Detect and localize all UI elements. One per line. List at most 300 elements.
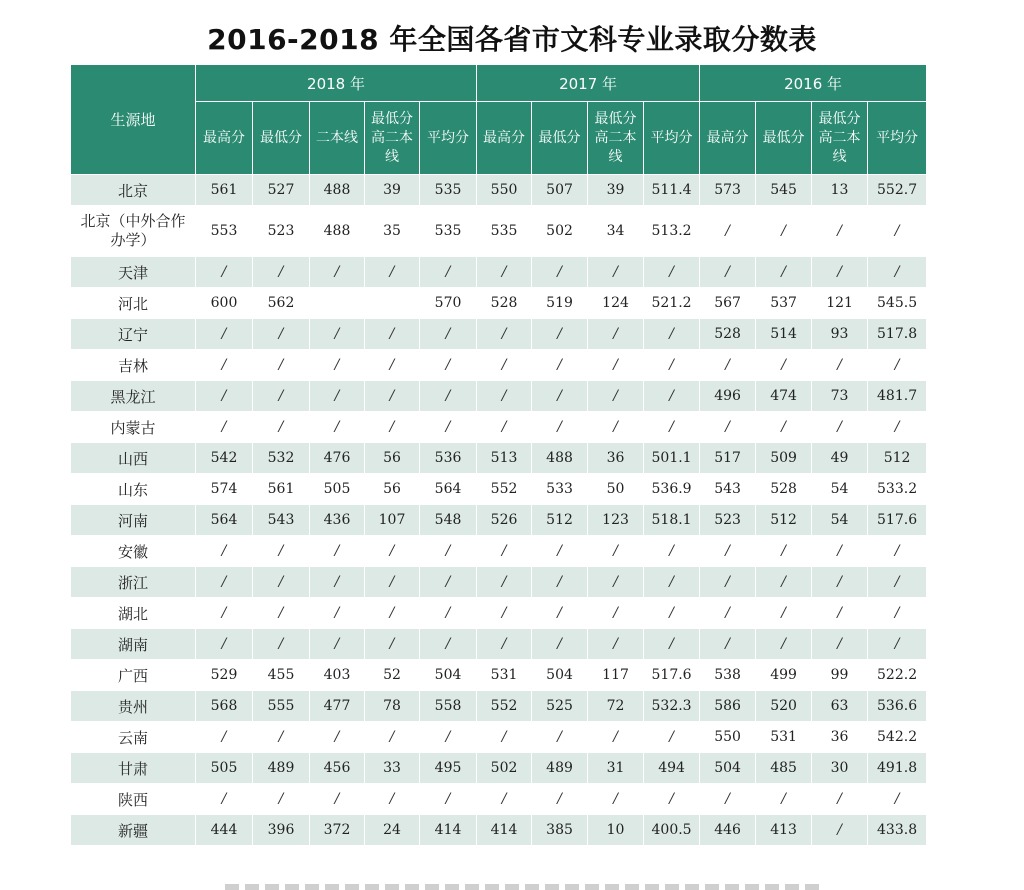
score-cell: 444	[196, 815, 253, 846]
score-cell: /	[477, 381, 532, 412]
score-cell: /	[812, 206, 868, 257]
score-cell: 529	[196, 660, 253, 691]
column-header-row	[71, 102, 927, 175]
score-cell: /	[420, 350, 477, 381]
score-cell: /	[420, 381, 477, 412]
score-cell: /	[588, 722, 644, 753]
score-cell: /	[477, 567, 532, 598]
province-cell: 吉林	[71, 350, 196, 381]
column-header: 平均分	[420, 102, 477, 175]
score-cell: 52	[365, 660, 420, 691]
score-cell: /	[868, 206, 927, 257]
score-cell: 535	[420, 206, 477, 257]
score-cell: /	[868, 350, 927, 381]
score-cell: 30	[812, 753, 868, 784]
score-cell: 533	[532, 474, 588, 505]
score-cell: /	[588, 257, 644, 288]
score-cell: /	[420, 257, 477, 288]
score-cell: 489	[253, 753, 310, 784]
score-cell: 527	[253, 175, 310, 206]
score-cell: 496	[700, 381, 756, 412]
score-cell: /	[253, 598, 310, 629]
province-cell: 山西	[71, 443, 196, 474]
score-cell: 13	[812, 175, 868, 206]
score-cell: 552.7	[868, 175, 927, 206]
score-cell: /	[588, 319, 644, 350]
score-cell: 532.3	[644, 691, 700, 722]
score-cell: /	[196, 319, 253, 350]
score-cell: 533.2	[868, 474, 927, 505]
score-cell: /	[812, 412, 868, 443]
score-cell: 488	[310, 206, 365, 257]
score-cell: 552	[477, 474, 532, 505]
score-cell: 124	[588, 288, 644, 319]
score-cell: /	[532, 350, 588, 381]
score-cell: 433.8	[868, 815, 927, 846]
score-cell: /	[756, 629, 812, 660]
score-cell: 436	[310, 505, 365, 536]
score-cell: /	[756, 412, 812, 443]
score-cell: 552	[477, 691, 532, 722]
score-cell: /	[588, 350, 644, 381]
origin-header: 生源地	[71, 65, 196, 175]
admission-score-table	[70, 64, 927, 846]
score-cell: 396	[253, 815, 310, 846]
province-cell: 陕西	[71, 784, 196, 815]
score-cell: /	[532, 381, 588, 412]
score-cell: 35	[365, 206, 420, 257]
score-cell: 507	[532, 175, 588, 206]
score-cell: 78	[365, 691, 420, 722]
score-cell: 570	[420, 288, 477, 319]
score-cell: 573	[700, 175, 756, 206]
table-row	[71, 175, 927, 206]
score-cell: 517.6	[644, 660, 700, 691]
score-cell: /	[588, 567, 644, 598]
score-cell: 550	[477, 175, 532, 206]
score-cell: 488	[310, 175, 365, 206]
score-cell: 491.8	[868, 753, 927, 784]
province-cell: 甘肃	[71, 753, 196, 784]
score-cell: 519	[532, 288, 588, 319]
score-cell: 511.4	[644, 175, 700, 206]
score-cell: 121	[812, 288, 868, 319]
province-cell: 安徽	[71, 536, 196, 567]
score-cell: 485	[756, 753, 812, 784]
score-cell: 517.8	[868, 319, 927, 350]
score-cell: 400.5	[644, 815, 700, 846]
score-cell: 489	[532, 753, 588, 784]
score-cell: 523	[253, 206, 310, 257]
page-title: 2016-2018 年全国各省市文科专业录取分数表	[207, 23, 817, 56]
score-cell: /	[812, 536, 868, 567]
score-cell: 504	[532, 660, 588, 691]
score-cell: /	[644, 784, 700, 815]
score-cell: 494	[644, 753, 700, 784]
score-cell: /	[477, 536, 532, 567]
province-cell: 湖北	[71, 598, 196, 629]
table-row	[71, 319, 927, 350]
score-cell: /	[253, 412, 310, 443]
footer-divider	[225, 884, 825, 890]
score-cell: /	[253, 257, 310, 288]
score-cell: 488	[532, 443, 588, 474]
score-cell: 574	[196, 474, 253, 505]
score-cell: 63	[812, 691, 868, 722]
table-row	[71, 381, 927, 412]
score-cell: 474	[756, 381, 812, 412]
score-cell: 54	[812, 505, 868, 536]
column-header: 最高分	[477, 102, 532, 175]
score-cell: /	[310, 381, 365, 412]
score-cell: /	[644, 567, 700, 598]
score-cell: 39	[365, 175, 420, 206]
score-cell: /	[812, 567, 868, 598]
score-cell: /	[812, 350, 868, 381]
score-cell: 517	[700, 443, 756, 474]
score-cell: 31	[588, 753, 644, 784]
score-cell: 505	[196, 753, 253, 784]
score-cell: /	[477, 722, 532, 753]
year-header-2017: 2017 年	[477, 65, 700, 102]
score-cell: 509	[756, 443, 812, 474]
score-cell: /	[532, 784, 588, 815]
score-cell: 567	[700, 288, 756, 319]
score-cell: /	[310, 257, 365, 288]
score-cell: /	[365, 257, 420, 288]
table-body	[71, 175, 927, 846]
score-cell: 543	[253, 505, 310, 536]
score-cell: 54	[812, 474, 868, 505]
score-cell: 561	[253, 474, 310, 505]
score-cell: /	[420, 319, 477, 350]
score-cell: 504	[420, 660, 477, 691]
province-cell: 天津	[71, 257, 196, 288]
score-cell: /	[365, 629, 420, 660]
province-cell: 北京（中外合作 办学）	[71, 206, 196, 257]
province-cell: 云南	[71, 722, 196, 753]
province-cell: 黑龙江	[71, 381, 196, 412]
score-cell: 477	[310, 691, 365, 722]
score-cell: /	[477, 629, 532, 660]
score-cell: 499	[756, 660, 812, 691]
score-cell: /	[365, 381, 420, 412]
score-cell: /	[868, 567, 927, 598]
province-cell: 浙江	[71, 567, 196, 598]
score-cell: /	[812, 257, 868, 288]
score-cell: /	[253, 722, 310, 753]
score-cell: 107	[365, 505, 420, 536]
column-header: 平均分	[644, 102, 700, 175]
score-cell: 502	[477, 753, 532, 784]
score-cell: /	[196, 722, 253, 753]
score-cell: /	[196, 257, 253, 288]
table-row	[71, 598, 927, 629]
score-cell: 385	[532, 815, 588, 846]
score-cell: 538	[700, 660, 756, 691]
column-header: 最低分	[756, 102, 812, 175]
score-cell: 525	[532, 691, 588, 722]
score-cell: /	[310, 598, 365, 629]
score-cell: /	[253, 350, 310, 381]
score-cell: 512	[532, 505, 588, 536]
score-cell: 481.7	[868, 381, 927, 412]
table-row	[71, 567, 927, 598]
score-cell: /	[868, 784, 927, 815]
score-cell: /	[868, 629, 927, 660]
score-cell: /	[700, 567, 756, 598]
score-cell: 531	[756, 722, 812, 753]
score-cell: /	[812, 629, 868, 660]
score-cell: 10	[588, 815, 644, 846]
score-cell: /	[477, 350, 532, 381]
year-header-2018: 2018 年	[196, 65, 477, 102]
table-row	[71, 474, 927, 505]
score-cell: /	[253, 381, 310, 412]
table-row	[71, 257, 927, 288]
score-cell: /	[253, 536, 310, 567]
score-cell: /	[756, 567, 812, 598]
column-header: 最低分	[253, 102, 310, 175]
year-header-2016: 2016 年	[700, 65, 927, 102]
score-cell: 414	[477, 815, 532, 846]
score-cell: /	[644, 722, 700, 753]
score-cell: 553	[196, 206, 253, 257]
score-cell: 513	[477, 443, 532, 474]
score-cell: /	[812, 598, 868, 629]
score-cell: 555	[253, 691, 310, 722]
score-cell: 526	[477, 505, 532, 536]
score-cell: /	[365, 319, 420, 350]
score-cell: /	[420, 567, 477, 598]
score-cell: /	[253, 319, 310, 350]
score-cell: /	[532, 567, 588, 598]
score-cell: 72	[588, 691, 644, 722]
score-cell: /	[532, 598, 588, 629]
score-cell: /	[532, 536, 588, 567]
score-cell: /	[756, 784, 812, 815]
province-cell: 河南	[71, 505, 196, 536]
score-cell: 568	[196, 691, 253, 722]
score-cell: 73	[812, 381, 868, 412]
score-cell: /	[196, 536, 253, 567]
column-header: 平均分	[868, 102, 927, 175]
score-cell: /	[365, 784, 420, 815]
score-cell: 33	[365, 753, 420, 784]
score-cell: 495	[420, 753, 477, 784]
score-cell: 545.5	[868, 288, 927, 319]
score-cell: /	[310, 412, 365, 443]
province-cell: 广西	[71, 660, 196, 691]
score-cell: 536.6	[868, 691, 927, 722]
score-cell: /	[310, 536, 365, 567]
score-cell: /	[420, 598, 477, 629]
score-cell: 36	[812, 722, 868, 753]
score-cell: /	[588, 536, 644, 567]
province-cell: 新疆	[71, 815, 196, 846]
province-cell: 北京	[71, 175, 196, 206]
score-cell: 542	[196, 443, 253, 474]
table-row	[71, 412, 927, 443]
table-row	[71, 691, 927, 722]
score-cell: 564	[196, 505, 253, 536]
score-cell: /	[532, 412, 588, 443]
score-cell: /	[756, 598, 812, 629]
province-cell: 辽宁	[71, 319, 196, 350]
score-cell: 456	[310, 753, 365, 784]
score-cell: 455	[253, 660, 310, 691]
table-row	[71, 536, 927, 567]
score-cell: 36	[588, 443, 644, 474]
score-cell: 372	[310, 815, 365, 846]
score-cell: /	[812, 784, 868, 815]
score-cell: /	[365, 722, 420, 753]
table-row	[71, 443, 927, 474]
score-cell: 535	[420, 175, 477, 206]
score-cell: /	[310, 629, 365, 660]
score-cell: /	[644, 381, 700, 412]
column-header: 最高分	[700, 102, 756, 175]
score-cell: 600	[196, 288, 253, 319]
score-cell: 536.9	[644, 474, 700, 505]
score-cell: 558	[420, 691, 477, 722]
score-cell: 528	[700, 319, 756, 350]
score-cell: 586	[700, 691, 756, 722]
score-cell: 520	[756, 691, 812, 722]
score-cell: /	[588, 381, 644, 412]
score-cell: 523	[700, 505, 756, 536]
score-cell: 512	[868, 443, 927, 474]
score-cell: 413	[756, 815, 812, 846]
score-cell: /	[588, 629, 644, 660]
score-cell: 476	[310, 443, 365, 474]
table-row	[71, 815, 927, 846]
score-cell: /	[420, 722, 477, 753]
score-cell: /	[868, 536, 927, 567]
score-cell: /	[644, 536, 700, 567]
score-cell: /	[532, 629, 588, 660]
score-cell: 531	[477, 660, 532, 691]
score-cell: /	[700, 629, 756, 660]
column-header: 最低分 高二本 线	[588, 102, 644, 175]
column-header: 二本线	[310, 102, 365, 175]
score-cell: /	[253, 567, 310, 598]
score-cell: /	[196, 629, 253, 660]
score-cell: 403	[310, 660, 365, 691]
score-cell: 117	[588, 660, 644, 691]
score-cell: /	[420, 784, 477, 815]
score-cell: /	[477, 598, 532, 629]
score-cell: /	[310, 350, 365, 381]
score-cell: /	[756, 536, 812, 567]
score-cell: 545	[756, 175, 812, 206]
score-cell: 39	[588, 175, 644, 206]
score-cell: /	[700, 598, 756, 629]
column-header: 最低分 高二本 线	[365, 102, 420, 175]
score-cell: /	[532, 319, 588, 350]
score-cell: /	[700, 350, 756, 381]
score-cell: 518.1	[644, 505, 700, 536]
score-cell: 528	[477, 288, 532, 319]
score-cell	[310, 288, 365, 319]
score-cell: 550	[700, 722, 756, 753]
column-header: 最高分	[196, 102, 253, 175]
score-cell: 513.2	[644, 206, 700, 257]
province-cell: 河北	[71, 288, 196, 319]
score-cell: /	[365, 567, 420, 598]
score-cell: 564	[420, 474, 477, 505]
score-cell: /	[310, 319, 365, 350]
score-cell: /	[310, 567, 365, 598]
score-cell: /	[644, 257, 700, 288]
table-row	[71, 629, 927, 660]
score-cell: /	[420, 536, 477, 567]
province-cell: 湖南	[71, 629, 196, 660]
table-row	[71, 206, 927, 257]
score-cell: /	[196, 567, 253, 598]
score-cell: 561	[196, 175, 253, 206]
score-cell: /	[365, 598, 420, 629]
score-cell: 446	[700, 815, 756, 846]
score-cell: /	[588, 784, 644, 815]
score-cell: /	[196, 784, 253, 815]
score-cell: /	[477, 319, 532, 350]
score-cell: 543	[700, 474, 756, 505]
score-cell: /	[420, 629, 477, 660]
score-cell: /	[644, 319, 700, 350]
score-cell: /	[644, 598, 700, 629]
column-header: 最低分 高二本 线	[812, 102, 868, 175]
score-cell: /	[756, 206, 812, 257]
score-cell: 56	[365, 474, 420, 505]
score-cell: 542.2	[868, 722, 927, 753]
score-cell: /	[868, 598, 927, 629]
score-cell: 521.2	[644, 288, 700, 319]
score-cell: /	[196, 412, 253, 443]
score-cell: /	[700, 206, 756, 257]
score-cell: /	[644, 350, 700, 381]
score-cell: 562	[253, 288, 310, 319]
score-cell: /	[365, 412, 420, 443]
table-row	[71, 660, 927, 691]
table-row	[71, 722, 927, 753]
score-cell: /	[644, 412, 700, 443]
score-cell: /	[253, 784, 310, 815]
score-cell: /	[310, 722, 365, 753]
score-cell: 49	[812, 443, 868, 474]
score-cell: 56	[365, 443, 420, 474]
score-cell: 532	[253, 443, 310, 474]
score-cell: /	[253, 629, 310, 660]
score-cell: 414	[420, 815, 477, 846]
year-header-row	[71, 65, 927, 102]
score-cell: 535	[477, 206, 532, 257]
score-cell: 512	[756, 505, 812, 536]
score-cell: 93	[812, 319, 868, 350]
score-cell: /	[365, 536, 420, 567]
score-cell: 536	[420, 443, 477, 474]
score-cell: /	[700, 412, 756, 443]
score-cell: /	[477, 257, 532, 288]
score-cell	[365, 288, 420, 319]
score-cell: /	[420, 412, 477, 443]
table-row	[71, 753, 927, 784]
table-row	[71, 288, 927, 319]
table-row	[71, 350, 927, 381]
score-cell: /	[477, 784, 532, 815]
score-cell: 99	[812, 660, 868, 691]
province-cell: 贵州	[71, 691, 196, 722]
